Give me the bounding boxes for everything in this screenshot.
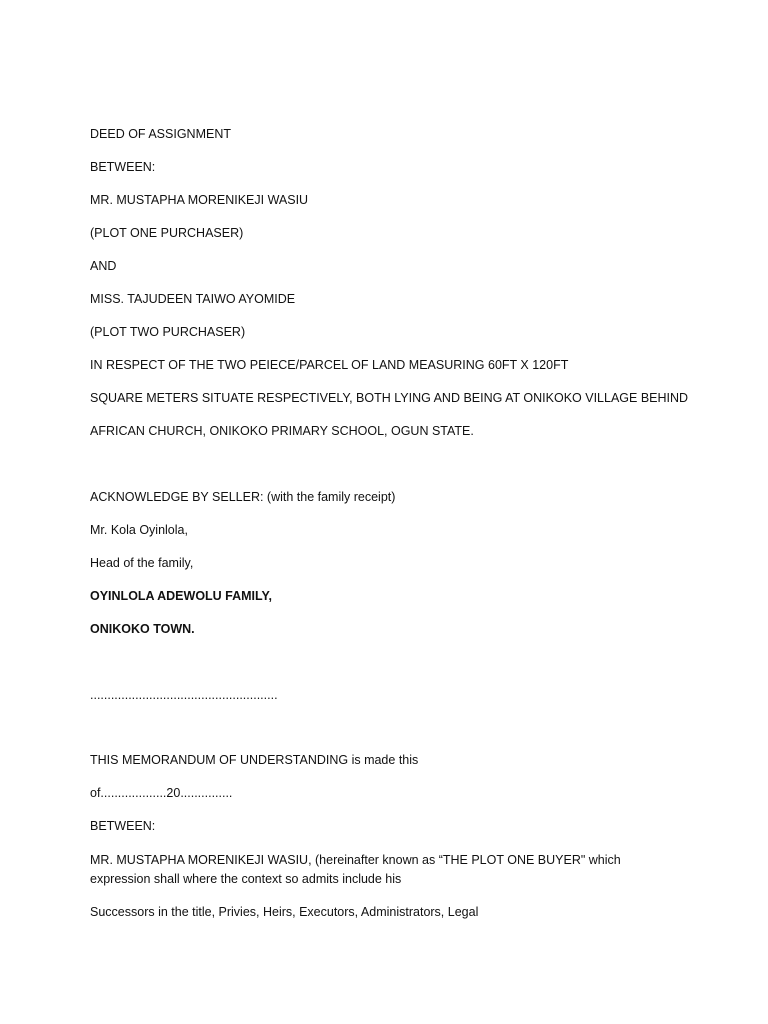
acknowledge-line bbox=[90, 489, 395, 506]
party-two-role: (PLOT TWO PURCHASER) bbox=[90, 325, 246, 339]
respect-line-2: SQUARE METERS SITUATE RESPECTIVELY, BOTH LYING AND BEING AT ONIKOKO VILLAGE BEHIND bbox=[90, 391, 689, 405]
acknowledge-label: ACKNOWLEDGE BY SELLER: bbox=[90, 490, 264, 504]
memorandum-intro: THIS MEMORANDUM OF UNDERSTANDING is made this bbox=[90, 753, 419, 767]
party-one-name: MR. MUSTAPHA MORENIKEJI WASIU bbox=[90, 193, 309, 207]
party-one-role: (PLOT ONE PURCHASER) bbox=[90, 226, 244, 240]
memorandum-date: of...................20............... bbox=[90, 786, 233, 800]
respect-line-1: IN RESPECT OF THE TWO PEIECE/PARCEL OF LAND MEASURING 60FT X 120FT bbox=[90, 358, 569, 372]
acknowledge-note: (with the family receipt) bbox=[263, 490, 396, 504]
between-heading-2: BETWEEN: bbox=[90, 819, 156, 833]
seller-title: Head of the family, bbox=[90, 556, 194, 570]
family-name: OYINLOLA ADEWOLU FAMILY, bbox=[90, 589, 272, 603]
document-title: DEED OF ASSIGNMENT bbox=[90, 127, 231, 141]
successors-line: Successors in the title, Privies, Heirs, Executors, Administrators, Legal bbox=[90, 905, 479, 919]
party-two-name: MISS. TAJUDEEN TAIWO AYOMIDE bbox=[90, 292, 296, 306]
signature-line: ...................................................... bbox=[90, 688, 278, 702]
town-name: ONIKOKO TOWN. bbox=[90, 622, 195, 636]
buyer-paragraph: MR. MUSTAPHA MORENIKEJI WASIU, (hereinafter known as “THE PLOT ONE BUYER" which expression shall where the context so admits include his bbox=[90, 853, 621, 886]
between-heading: BETWEEN: bbox=[90, 160, 156, 174]
respect-line-3: AFRICAN CHURCH, ONIKOKO PRIMARY SCHOOL, OGUN STATE. bbox=[90, 424, 474, 438]
and-separator: AND bbox=[90, 259, 117, 273]
seller-name: Mr. Kola Oyinlola, bbox=[90, 523, 188, 537]
